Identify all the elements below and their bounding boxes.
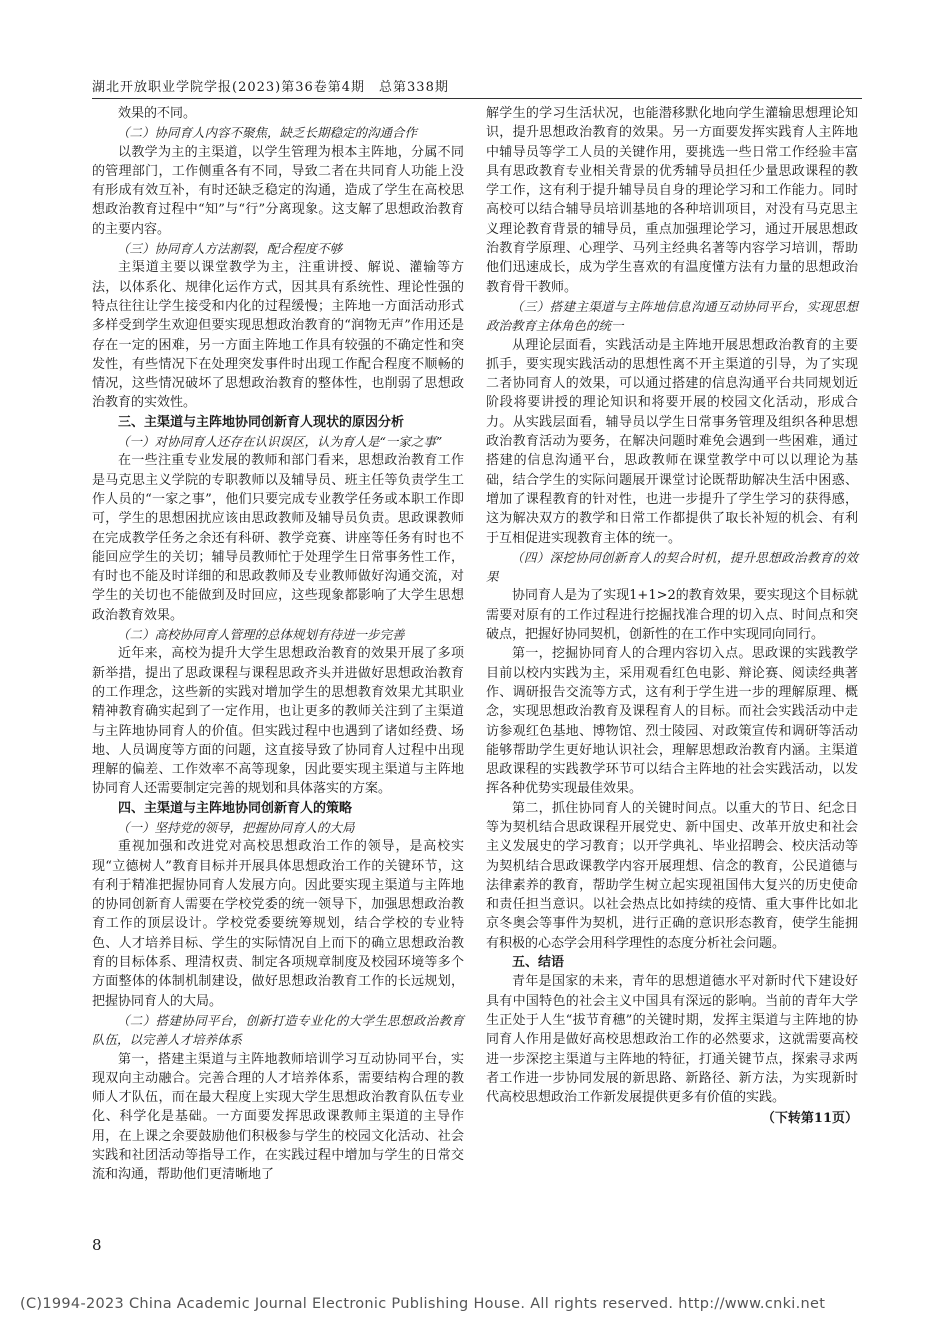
paragraph: 在一些注重专业发展的教师和部门看来，思想政治教育工作是马克思主义学院的专职教师以及辅导员、班主任等负责学生工作人员的“一家之事”，他们只要完成专业教学任务或本职工作即可，学生的思想困扰应该由思政教师及辅导员负责。思政课教师在完成教学任务之余还有科研、教学竞赛、讲座等任务有时也不能回应学生的关切；辅导员教师忙于处理学生日常事务性工作，有时也不能及时详细的和思政教师及专业教师做好沟通交流，对学生的关切也不能做到及时回应，这些现象都影响了大学生思想政治教育效果。	[92, 453, 464, 623]
paragraph: 从理论层面看，实践活动是主阵地开展思想政治教育的主要抓手，要实现实践活动的思想性离不开主渠道的引导，为了实现二者协同育人的效果，可以通过搭建的信息沟通平台共同规划近阶段将要讲授的理论知识和将要开展的校园文化活动，形成合力。从实践层面看，辅导员以学生日常事务管理及组织各种思想政治教育活动为要务，在解决问题时难免会遇到一些困难，通过搭建的信息沟通平台，思政教师在课堂教学中可以以理论为基础，结合学生的实际问题展开课堂讨论既帮助解决生活中困惑、增加了课程教育的针对性，也进一步提升了学生学习的获得感，这为解决双方的教学和日常工作都提供了取长补短的机会、有利于互相促进实现教育主体的统一。	[486, 337, 858, 546]
section-heading: 四、主渠道与主阵地协同创新育人的策略	[118, 800, 353, 816]
paragraph: 近年来，高校为提升大学生思想政治教育的效果开展了多项新举措，提出了思政课程与课程思政齐头并进做好思想政治教育的工作理念，这些新的实践对增加学生的思想教育效果尤其职业精神教育确实起到了一定作用，也让更多的教师关注到了主渠道与主阵地协同育人的价值。但实践过程中也遇到了诸如经费、场地、人员调度等方面的问题，这直接导致了协同育人过程中出现理解的偏差、工作效率不高等现象，因此要实现主渠道与主阵地协同育人还需要制定完善的规划和具体落实的方案。	[92, 646, 464, 797]
copyright-footer: (C)1994-2023 China Academic Journal Electronic Publishing House. All rights reserved. http://www.cnki.net	[20, 1296, 826, 1312]
subheading: （三）协同育人方法割裂，配合程度不够	[117, 241, 343, 257]
section-heading: 五、结语	[512, 955, 565, 971]
paragraph: 效果的不同。	[118, 106, 197, 121]
paragraph: 协同育人是为了实现1+1>2的教育效果，要实现这个目标就需要对原有的工作过程进行挖掘找准合理的切入点、时间点和突破点，把握好协同契机，创新性的在工作中实现同向同行。	[486, 588, 858, 643]
page-number: 8	[92, 1236, 102, 1254]
paragraph: 重视加强和改进党对高校思想政治工作的领导，是高校实现“立德树人”教育目标并开展具体思想政治工作的关键环节，这有利于精准把握协同育人发展方向。因此要实现主渠道与主阵地的协同创新育人需要在学校党委的统一领导下，加强思想政治教育工作的顶层设计。学校党委要统筹规划，结合学校的专业特色、人才培养目标、学生的实际情况自上而下的确立思想政治教育的目标体系、理清权责、制定各项规章制度及校园环境等多个方面整体的体制机制建设，做好思想政治教育工作的长远规划，把握协同育人的大局。	[92, 839, 464, 1009]
paragraph: 主渠道主要以课堂教学为主，注重讲授、解说、灌输等方法，以体系化、规律化运作方式，因其具有系统性、理论性强的特点往往让学生接受和内化的过程缓慢；主阵地一方面活动形式多样受到学生欢迎但要实现思想政治教育的“润物无声”作用还是存在一定的困难，另一方面主阵地工作具有较强的不确定性和突发性，有些情况下在处理突发事件时出现工作配合程度不顺畅的情况，这些情况破坏了思想政治教育的整体性，也削弱了思想政治教育的实效性。	[92, 260, 464, 411]
subheading: （三）搭建主渠道与主阵地信息沟通互动协同平台，实现思想政治教育主体角色的统一	[486, 298, 858, 334]
subheading: （一）对协同育人还存在认识误区，认为育人是“一家之事”	[117, 434, 443, 450]
subheading: （二）搭建协同平台，创新打造专业化的大学生思想政治教育队伍，以完善人才培养体系	[92, 1012, 464, 1048]
paragraph: 解学生的学习生活状况，也能潜移默化地向学生灌输思想理论知识，提升思想政治教育的效果。另一方面要发挥实践育人主阵地中辅导员等学工人员的关键作用，要挑选一些日常工作经验丰富具有思政教育专业相关背景的优秀辅导员担任少量思政课程的教学工作，这有利于提升辅导员自身的理论学习和工作能力。同时高校可以结合辅导员培训基地的各种培训项目，对没有马克思主义理论教育背景的辅导员，重点加强理论学习，通过开展思想政治教育学原理、心理学、马列主经典名著等内容学习培训，帮助他们迅速成长，成为学生喜欢的有温度懂方法有力量的思想政治教育骨干教师。	[486, 106, 858, 295]
paragraph: 第二，抓住协同育人的关键时间点。以重大的节日、纪念日等为契机结合思政课程开展党史、新中国史、改革开放史和社会主义发展史的学习教育；以开学典礼、毕业招聘会、校庆活动等为契机结合思政课教学内容开展理想、信念的教育，公民道德与法律素养的教育，帮助学生树立起实现祖国伟大复兴的历史使命和责任担当意识。以社会热点比如持续的疫情、重大事件比如北京冬奥会等事件为契机，进行正确的意识形态教育，使学生能拥有积极的心态学会用科学理性的态度分析社会问题。	[486, 800, 858, 951]
paragraph: 第一，搭建主渠道与主阵地教师培训学习互动协同平台，实现双向主动融合。完善合理的人才培养体系，需要结构合理的教师人才队伍，而在最大程度上实现大学生思想政治教育队伍专业化、科学化是基础。一方面要发挥思政课教师主渠道的主导作用，在上课之余要鼓励他们积极参与学生的校园文化活动、社会实践和社团活动等指导工作，在实践过程中增加与学生的日常交流和沟通，帮助他们更清晰地了	[92, 1051, 464, 1183]
subheading: （四）深挖协同创新育人的契合时机，提升思想政治教育的效果	[486, 549, 858, 585]
continued-note: （下转第11页）	[761, 1111, 858, 1127]
subheading: （二）高校协同育人管理的总体规划有待进一步完善	[117, 627, 405, 643]
section-heading: 三、主渠道与主阵地协同创新育人现状的原因分析	[118, 414, 405, 430]
subheading: （一）坚持党的领导，把握协同育人的大局	[117, 819, 355, 835]
paragraph: 以教学为主的主渠道，以学生管理为根本主阵地，分属不同的管理部门，工作侧重各有不同，导致二者在共同育人功能上没有形成有效互补，有时还缺乏稳定的沟通，造成了学生在高校思想政治教育过程中“知”与“行”分离现象。这支解了思想政治教育的主要内容。	[92, 144, 464, 237]
right-column	[486, 104, 858, 1129]
journal-header: 湖北开放职业学院学报(2023)第36卷第4期 总第338期	[92, 80, 449, 95]
left-column	[92, 104, 464, 1185]
subheading: （二）协同育人内容不聚焦，缺乏长期稳定的沟通合作	[117, 125, 418, 141]
header-divider	[92, 98, 862, 99]
paragraph: 第一，挖掘协同育人的合理内容切入点。思政课的实践教学目前以校内实践为主，采用观看红色电影、辩论赛、阅读经典著作、调研报告交流等方式，这有利于学生进一步的理解原理、概念，实现思想政治教育及课程育人的目标。而社会实践活动中走访参观红色基地、博物馆、烈士陵园、对政策宣传和调研等活动能够帮助学生更好地认识社会，理解思想政治教育内涵。主渠道思政课程的实践教学环节可以结合主阵地的社会实践活动，以发挥各种优势实现最佳效果。	[486, 646, 858, 797]
paragraph: 青年是国家的未来，青年的思想道德水平对新时代下建设好具有中国特色的社会主义中国具有深远的影响。当前的青年大学生正处于人生“拔节育穗”的关键时期，发挥主渠道与主阵地的协同育人作用是做好高校思想政治工作的必然要求，这就需要高校进一步深挖主渠道与主阵地的特征，打通关键节点，探索寻求两者工作进一步协同发展的新思路、新路径、新方法，为实现新时代高校思想政治工作新发展提供更多有价值的实践。	[486, 974, 858, 1106]
